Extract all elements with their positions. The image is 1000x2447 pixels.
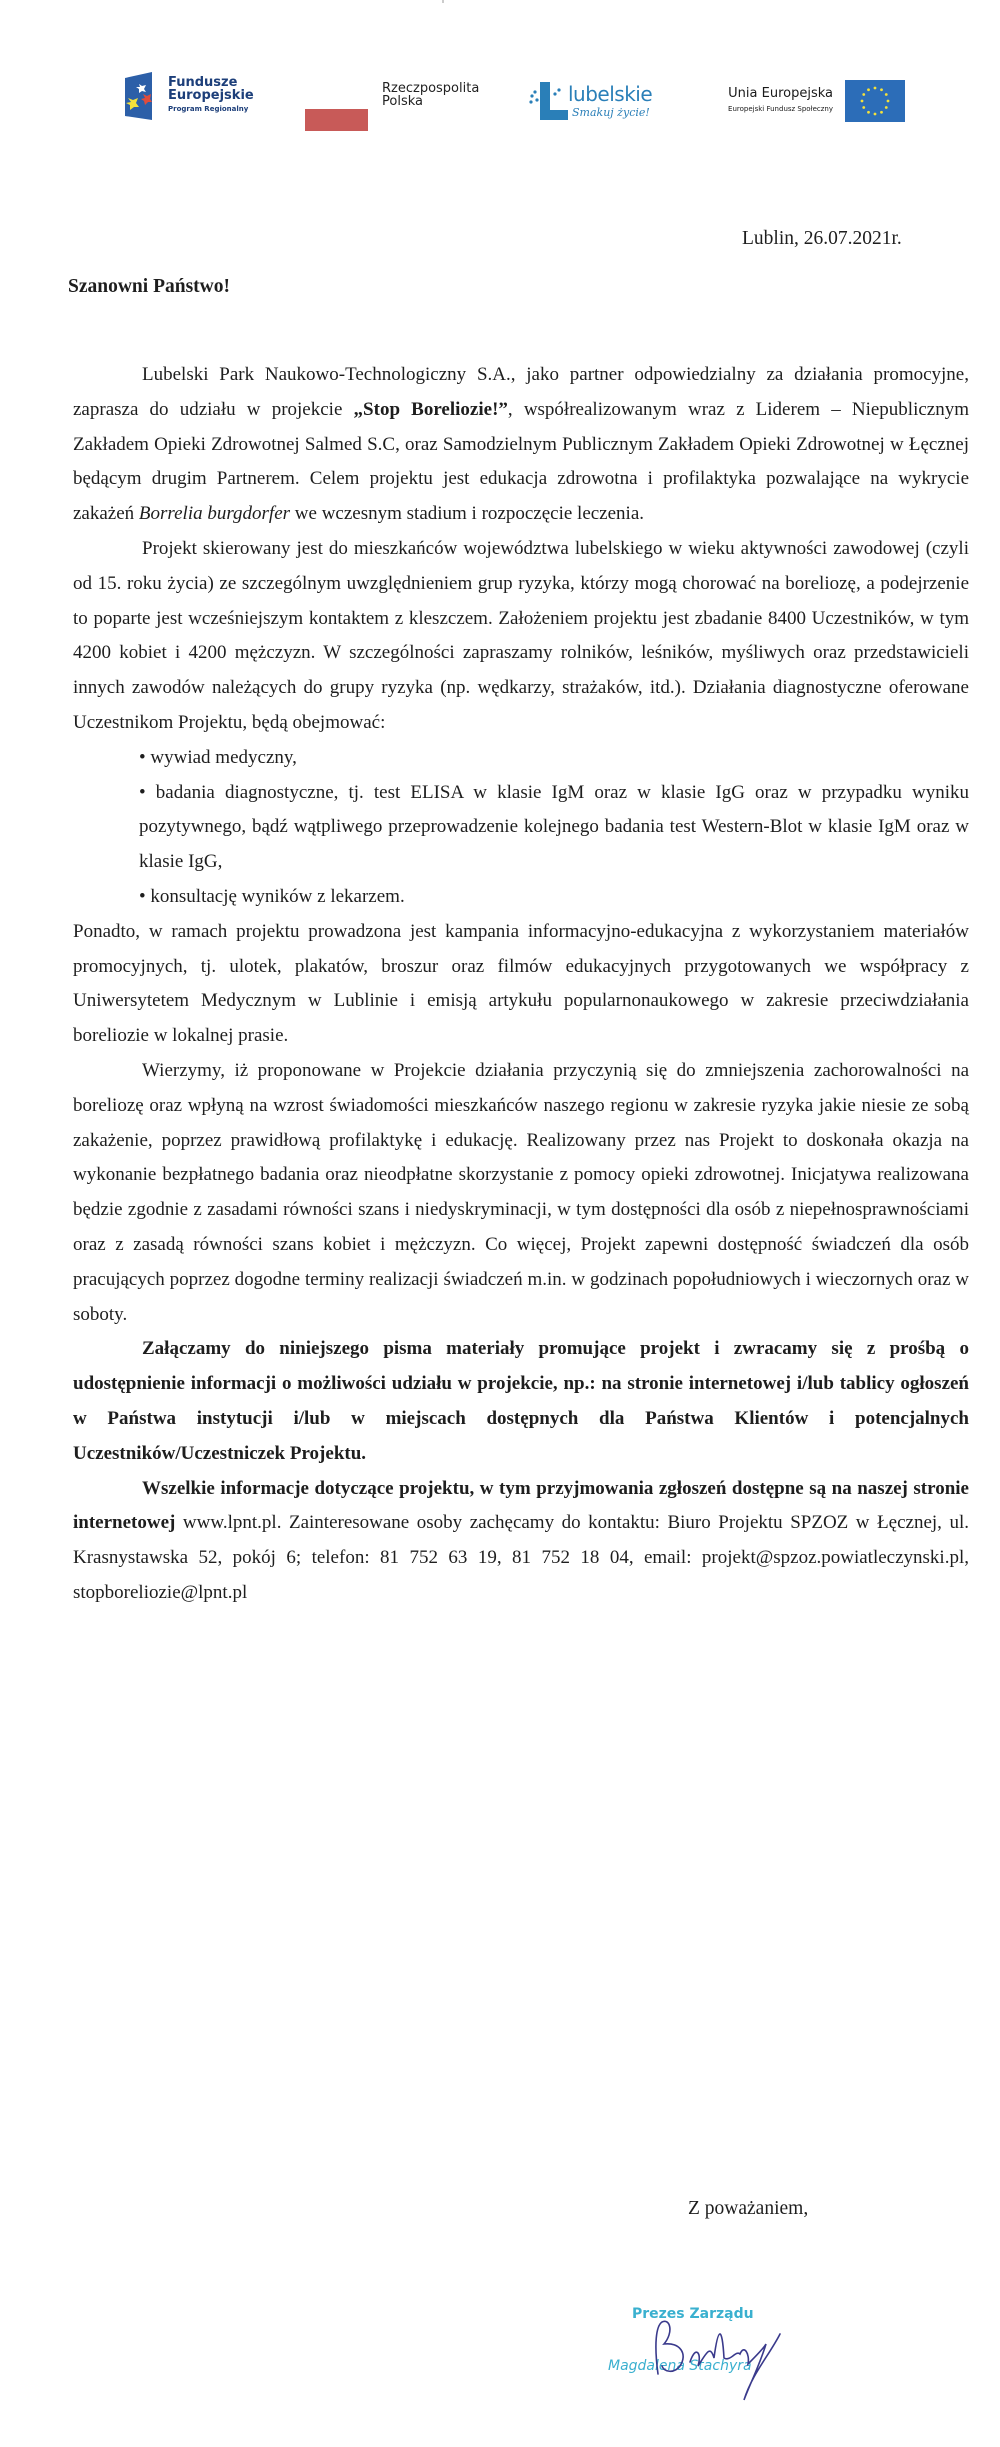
rzeczpospolita-line1: Rzeczpospolita [382, 81, 480, 96]
logo-unia-europejska [700, 78, 930, 128]
lubelskie-icon [528, 80, 573, 122]
paragraph-benefits: Wierzymy, iż proponowane w Projekcie działania przyczynią się do zmniejszenia zachorowalności na boreliozę oraz wpłyną na wzrost świadomości mieszkańców naszego regionu w zakresie ryzyka jakie niesie ze sobą zakażenie, poprzez prawidłową profilaktykę i edukację. Realizowany przez nas Projekt to doskonała okazja na wykonanie bezpłatnego badania oraz nieodpłatne skorzystanie z pomocy opieki zdrowotnej. Inicjatywa realizowana będzie zgodnie z zasadami równości szans i niedyskryminacji, w tym dostępności dla osób z niepełnosprawnościami oraz z zasadą równości szans kobiet i mężczyzn. Co więcej, Projekt zapewni dostępność świadczeń dla osób pracujących poprzez dogodne terminy realizacji świadczeń m.in. w godzinach popołudniowych i wieczornych oraz w soboty. [73, 1059, 969, 1325]
paragraph-contact [73, 1472, 969, 1611]
eu-star-icon [885, 106, 888, 109]
polish-flag-icon [305, 109, 368, 131]
list-item: • badania diagnostyczne, tj. test ELISA w klasie IgM oraz w klasie IgG oraz w przypadku wyniku pozytywnego, bądź wątpliwego przeprowadzenie kolejnego badania test Western-Blot w klasie IgM oraz w klasie IgG, [139, 781, 969, 873]
letter-body [73, 358, 969, 1611]
unia-line1: Unia Europejska [728, 86, 833, 101]
closing: Z poważaniem, [688, 2198, 809, 2219]
list-item: • konsultację wyników z lekarzem. [139, 885, 405, 907]
paragraph-target-group: Projekt skierowany jest do mieszkańców województwa lubelskiego w wieku aktywności zawodowej (czyli od 15. roku życia) ze szczególnym uwzględnieniem grup ryzyka, którzy mogą chorować na boreliozę, a podejrzenie to poparte jest wcześniejszym kontaktem z kleszczem. Założeniem projektu jest zbadanie 8400 Uczestników, w tym 4200 kobiet i 4200 mężczyzn. W szczególności zapraszamy rolników, leśników, myśliwych oraz przedstawicieli innych zawodów należących do grupy ryzyka (np. wędkarzy, strażaków, itd.). Działania diagnostyczne oferowane Uczestnikom Projektu, będą obejmować: [73, 537, 969, 733]
contact-details: . Zainteresowane osoby zachęcamy do kontaktu: Biuro Projektu SPZOZ w Łęcznej, ul. Krasnystawska 52, pokój 6; telefon: 81 752 63 19, 81 752 18 04, email: [73, 1512, 969, 1569]
eu-star-icon [874, 113, 877, 116]
eu-star-icon [861, 100, 864, 103]
eu-star-icon [867, 111, 870, 114]
contact-lead: Wszelkie informacje dotyczące projektu, w tym przyjmowania zgłoszeń dostępne są na naszej stronie internetowej [73, 1477, 969, 1534]
eu-star-icon [880, 111, 883, 114]
email-link-projekt[interactable]: projekt@spzoz.powiatleczynski.pl [701, 1547, 965, 1569]
eu-star-icon [867, 88, 870, 91]
lubelskie-name: lubelskie [568, 82, 653, 106]
eu-star-icon [880, 88, 883, 91]
eu-star-icon [874, 87, 877, 90]
eu-star-icon [862, 106, 865, 109]
paragraph-campaign: Ponadto, w ramach projektu prowadzona jest kampania informacyjno-edukacyjna z wykorzystaniem materiałów promocyjnych, tj. ulotek, plakatów, broszur oraz filmów edukacyjnych przygotowanych we współpracy z Uniwersytetem Medycznym w Lublinie i emisją artykułu popularnonaukowego w zakresie przeciwdziałania boreliozie w lokalnej prasie. [73, 920, 969, 1047]
fundusze-line3: Program Regionalny [168, 105, 249, 113]
email-link-stopboreliozie[interactable]: stopboreliozie@lpnt.pl [73, 1581, 248, 1603]
paragraph-request: Załączamy do niniejszego pisma materiały promujące projekt i zwracamy się z prośbą o udostępnienie informacji o możliwości udziału w projekcie, np.: na stronie internetowej i/lub tablicy ogłoszeń w Państwa instytucji i/lub w miejscach dostępnych dla Państwa Klientów i potencjalnych Uczestników/Uczestniczek Projektu. [73, 1338, 969, 1464]
diagnostics-list [73, 741, 969, 915]
handwritten-signature-icon [640, 2314, 800, 2404]
logo-fundusze-europejskie [125, 72, 295, 134]
intro-text-a: Lubelski Park Naukowo-Technologiczny S.A., jako partner odpowiedzialny za działania promocyjne, zaprasza do udziału w projekcie [73, 364, 969, 420]
rzeczpospolita-text [382, 82, 479, 108]
logo-rzeczpospolita-polska [305, 82, 495, 122]
eu-star-icon [887, 100, 890, 103]
eu-star-icon [885, 93, 888, 96]
eu-flag-icon [845, 80, 905, 122]
scan-mark [442, 0, 444, 3]
project-name: „Stop Boreliozie!” [353, 398, 508, 420]
letter-date: Lublin, 26.07.2021r. [742, 228, 902, 249]
fundusze-line1: Fundusze [168, 75, 238, 90]
eu-star-icon [862, 93, 865, 96]
unia-line2: Europejski Fundusz Społeczny [728, 105, 833, 113]
stamp-name: Magdalena Stachyra [608, 2358, 752, 2374]
list-item: • wywiad medyczny, [139, 746, 297, 768]
separator: , [964, 1547, 969, 1569]
header-logos [0, 62, 1000, 142]
stamp-title: Prezes Zarządu [632, 2306, 754, 2322]
pathogen-name: Borrelia burgdorfer [138, 503, 291, 525]
fundusze-europejskie-icon [125, 72, 152, 120]
intro-text-c: , współrealizowanym wraz z Liderem – Niepublicznym Zakładem Opieki Zdrowotnej Salmed S.C, oraz Samodzielnym Publicznym Zakładem Opieki Zdrowotnej w Łęcznej będącym drugim Partnerem. Celem projektu jest edukacja zdrowotna i profilaktyka pozwalające na wykrycie zakażeń [73, 398, 970, 525]
fundusze-line2: Europejskie [168, 88, 254, 103]
website-link[interactable]: www.lpnt.pl [182, 1512, 277, 1534]
lubelskie-slogan: Smakuj życie! [572, 106, 650, 119]
fundusze-text [168, 76, 254, 116]
intro-text-e: we wczesnym stadium i rozpoczęcie leczenia. [290, 503, 645, 525]
signature-block [600, 2240, 880, 2440]
logo-lubelskie [528, 80, 668, 130]
paragraph-intro [73, 358, 969, 532]
salutation: Szanowni Państwo! [68, 276, 230, 297]
rzeczpospolita-line2: Polska [382, 94, 423, 109]
